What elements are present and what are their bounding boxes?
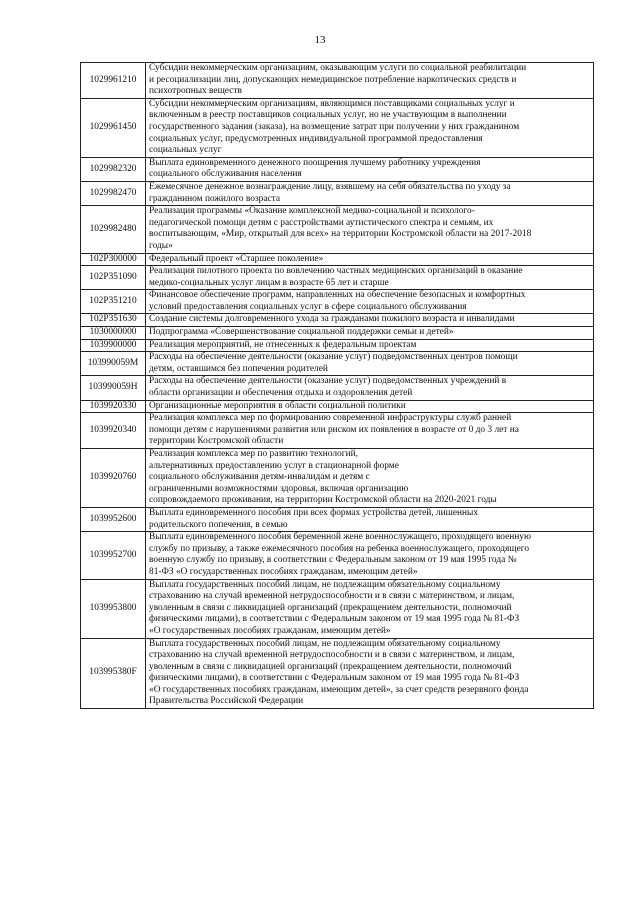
row-code: 103990059M: [81, 352, 146, 376]
description-line: Выплата государственных пособий лицам, не подлежащим обязательному социальному: [149, 579, 501, 590]
description-line: Правительства Российской Федерации: [149, 696, 304, 707]
table-row: [81, 266, 594, 290]
row-code: 103995380F: [81, 638, 146, 709]
row-description: [146, 266, 594, 290]
description-line: физическими лицами), в соответствии с Федеральным законом от 19 мая 1995 года № 81-ФЗ: [149, 673, 520, 684]
row-description: [146, 449, 594, 508]
description-line: Подпрограмма «Совершенствование социальной поддержки семьи и детей»: [149, 327, 454, 338]
row-code: 1029961210: [81, 63, 146, 99]
description-line: службу по призыву, а также ежемесячного пособия на ребенка военнослужащего, проходящего: [149, 543, 530, 554]
table-row: [81, 376, 594, 400]
description-line: области организации и обеспечения отдыха и оздоровления детей: [149, 388, 413, 399]
table-row: [81, 253, 594, 266]
description-line: Субсидии некоммерческим организациям, являющимся поставщиками социальных услуг и: [149, 98, 515, 109]
description-line: ограниченными возможностями здоровья, включая организацию: [149, 483, 409, 494]
row-description: [146, 290, 594, 314]
row-code: 1039920340: [81, 413, 146, 449]
row-description: [146, 63, 594, 99]
row-description: [146, 253, 594, 266]
row-code: 1029982480: [81, 206, 146, 253]
table-row: [81, 352, 594, 376]
description-line: Выплата единовременного денежного поощрения лучшему работнику учреждения: [149, 157, 481, 168]
description-line: условий предоставления социальных услуг в сфере социального обслуживания: [149, 301, 467, 312]
page-number: 13: [314, 34, 326, 46]
row-code: 1029961450: [81, 98, 146, 157]
row-code: 1039900000: [81, 339, 146, 352]
description-line: сопровождаемого проживания, на территории Костромской области на 2020-2021 годы: [149, 495, 497, 506]
description-line: включенным в реестр поставщиков социальных услуг, но не участвующим в выполнении: [149, 110, 507, 121]
row-code: 103990059Н: [81, 376, 146, 400]
row-code: 1039920330: [81, 400, 146, 413]
table-row: [81, 638, 594, 709]
description-line: Реализация программы «Оказание комплексной медико-социальной и психолого-: [149, 206, 475, 217]
row-description: [146, 206, 594, 253]
table-row: [81, 449, 594, 508]
description-line: Субсидии некоммерческим организациям, оказывающим услуги по социальной реабилитации: [149, 63, 527, 73]
description-line: военную службу по призыву, в соответствии с Федеральным законом от 19 мая 1995 года №: [149, 555, 517, 566]
description-line: социальных услуг: [149, 145, 222, 156]
description-line: Выплата единовременного пособия беременной жене военнослужащего, проходящего военную: [149, 532, 531, 543]
description-line: Создание системы долговременного ухода за гражданами пожилого возраста и инвалидами: [149, 314, 515, 325]
table-row: [81, 507, 594, 531]
table-row: [81, 579, 594, 638]
row-code: 1039952700: [81, 532, 146, 579]
table-row: [81, 157, 594, 181]
description-line: физическими лицами), в соответствии с Федеральным законом от 19 мая 1995 года № 81-ФЗ: [149, 614, 520, 625]
table-row: [81, 63, 594, 99]
description-line: страхованию на случай временной нетрудоспособности и в связи с материнством, и лицам,: [149, 650, 515, 661]
description-line: территории Костромской области: [149, 436, 284, 447]
row-code: 102P351210: [81, 290, 146, 314]
row-code: 1039920760: [81, 449, 146, 508]
table-row: [81, 339, 594, 352]
description-line: социальных услуг, предусмотренных индивидуальной программой предоставления: [149, 133, 483, 144]
description-line: педагогической помощи детям с расстройствами аутистического спектра и семьям, их: [149, 217, 494, 228]
description-line: Расходы на обеспечение деятельности (оказание услуг) подведомственных центров помощи: [149, 352, 518, 363]
table-row: [81, 98, 594, 157]
row-description: [146, 579, 594, 638]
description-line: Финансовое обеспечение программ, направленных на обеспечение безопасных и комфортных: [149, 290, 526, 301]
description-line: психотропных веществ: [149, 86, 242, 97]
row-description: [146, 339, 594, 352]
table-row: [81, 314, 594, 327]
row-code: 1029982470: [81, 181, 146, 205]
description-line: Реализация комплекса мер по формированию современной инфраструктуры служб ранней: [149, 413, 512, 424]
description-line: гражданином пожилого возраста: [149, 193, 281, 204]
row-code: 1029982320: [81, 157, 146, 181]
table-body: [81, 63, 594, 709]
table-row: [81, 181, 594, 205]
description-line: помощи детям с нарушениями развития или риском их появления в возрасте от 0 до 3 лет на: [149, 424, 519, 435]
row-code: 102P351630: [81, 314, 146, 327]
description-line: Выплата единовременного пособия при всех формах устройства детей, лишенных: [149, 507, 479, 518]
description-line: Федеральный проект «Старшее поколение»: [149, 253, 324, 264]
description-line: Реализация комплекса мер по развитию технологий,: [149, 449, 358, 459]
description-line: Ежемесячное денежное вознаграждение лицу, взявшему на себя обязательства по уходу за: [149, 181, 511, 192]
row-description: [146, 638, 594, 709]
table-row: [81, 327, 594, 340]
budget-code-table: [80, 62, 594, 709]
description-line: уволенным в связи с ликвидацией организаций (прекращением деятельности, полномочий: [149, 661, 512, 672]
description-line: страхованию на случай временной нетрудоспособности и в связи с материнством, и лицам,: [149, 591, 515, 602]
description-line: Реализация пилотного проекта по вовлечению частных медицинских организаций в оказание: [149, 266, 523, 277]
description-line: детям, оставшимся без попечения родителей: [149, 363, 328, 374]
description-line: 81-ФЗ «О государственных пособиях гражданам, имеющим детей»: [149, 566, 418, 577]
description-line: Реализация мероприятий, не отнесенных к федеральным проектам: [149, 339, 417, 350]
row-code: 1039953800: [81, 579, 146, 638]
row-description: [146, 507, 594, 531]
row-description: [146, 413, 594, 449]
description-line: «О государственных пособиях гражданам, имеющим детей», за счет средств резервного фонда: [149, 684, 529, 695]
description-line: социального обслуживания населения: [149, 169, 302, 180]
row-code: 1039952600: [81, 507, 146, 531]
description-line: и ресоциализации лиц, допускающих немедицинское потребление наркотических средств и: [149, 74, 517, 85]
description-line: социального обслуживания детям-инвалидам и детям с: [149, 472, 370, 483]
row-description: [146, 181, 594, 205]
row-description: [146, 400, 594, 413]
description-line: Выплата государственных пособий лицам, не подлежащим обязательному социальному: [149, 638, 501, 649]
row-description: [146, 157, 594, 181]
description-line: Расходы на обеспечение деятельности (оказание услуг) подведомственных учреждений в: [149, 376, 507, 387]
row-description: [146, 352, 594, 376]
description-line: «О государственных пособиях гражданам, имеющим детей»: [149, 625, 391, 636]
table-row: [81, 400, 594, 413]
description-line: годы»: [149, 240, 173, 251]
row-code: 1030000000: [81, 327, 146, 340]
description-line: государственного задания (заказа), на возмещение затрат при получении у них гражданином: [149, 121, 520, 132]
description-line: альтернативных предоставлению услуг в стационарной форме: [149, 460, 399, 471]
row-description: [146, 376, 594, 400]
table-row: [81, 532, 594, 579]
row-description: [146, 98, 594, 157]
row-code: 102P300000: [81, 253, 146, 266]
table-row: [81, 413, 594, 449]
row-code: 102P351090: [81, 266, 146, 290]
description-line: медико-социальных услуг лицам в возрасте 65 лет и старше: [149, 277, 389, 288]
row-description: [146, 314, 594, 327]
description-line: Организационные мероприятия в области социальной политики: [149, 400, 406, 411]
table-row: [81, 206, 594, 253]
row-description: [146, 532, 594, 579]
description-line: уволенным в связи с ликвидацией организаций (прекращением деятельности, полномочий: [149, 602, 512, 613]
table-row: [81, 290, 594, 314]
row-description: [146, 327, 594, 340]
description-line: родительского попечения, в семью: [149, 519, 288, 530]
description-line: воспитывающим, «Мир, открытый для всех» на территории Костромской области на 2017-2018: [149, 229, 532, 240]
